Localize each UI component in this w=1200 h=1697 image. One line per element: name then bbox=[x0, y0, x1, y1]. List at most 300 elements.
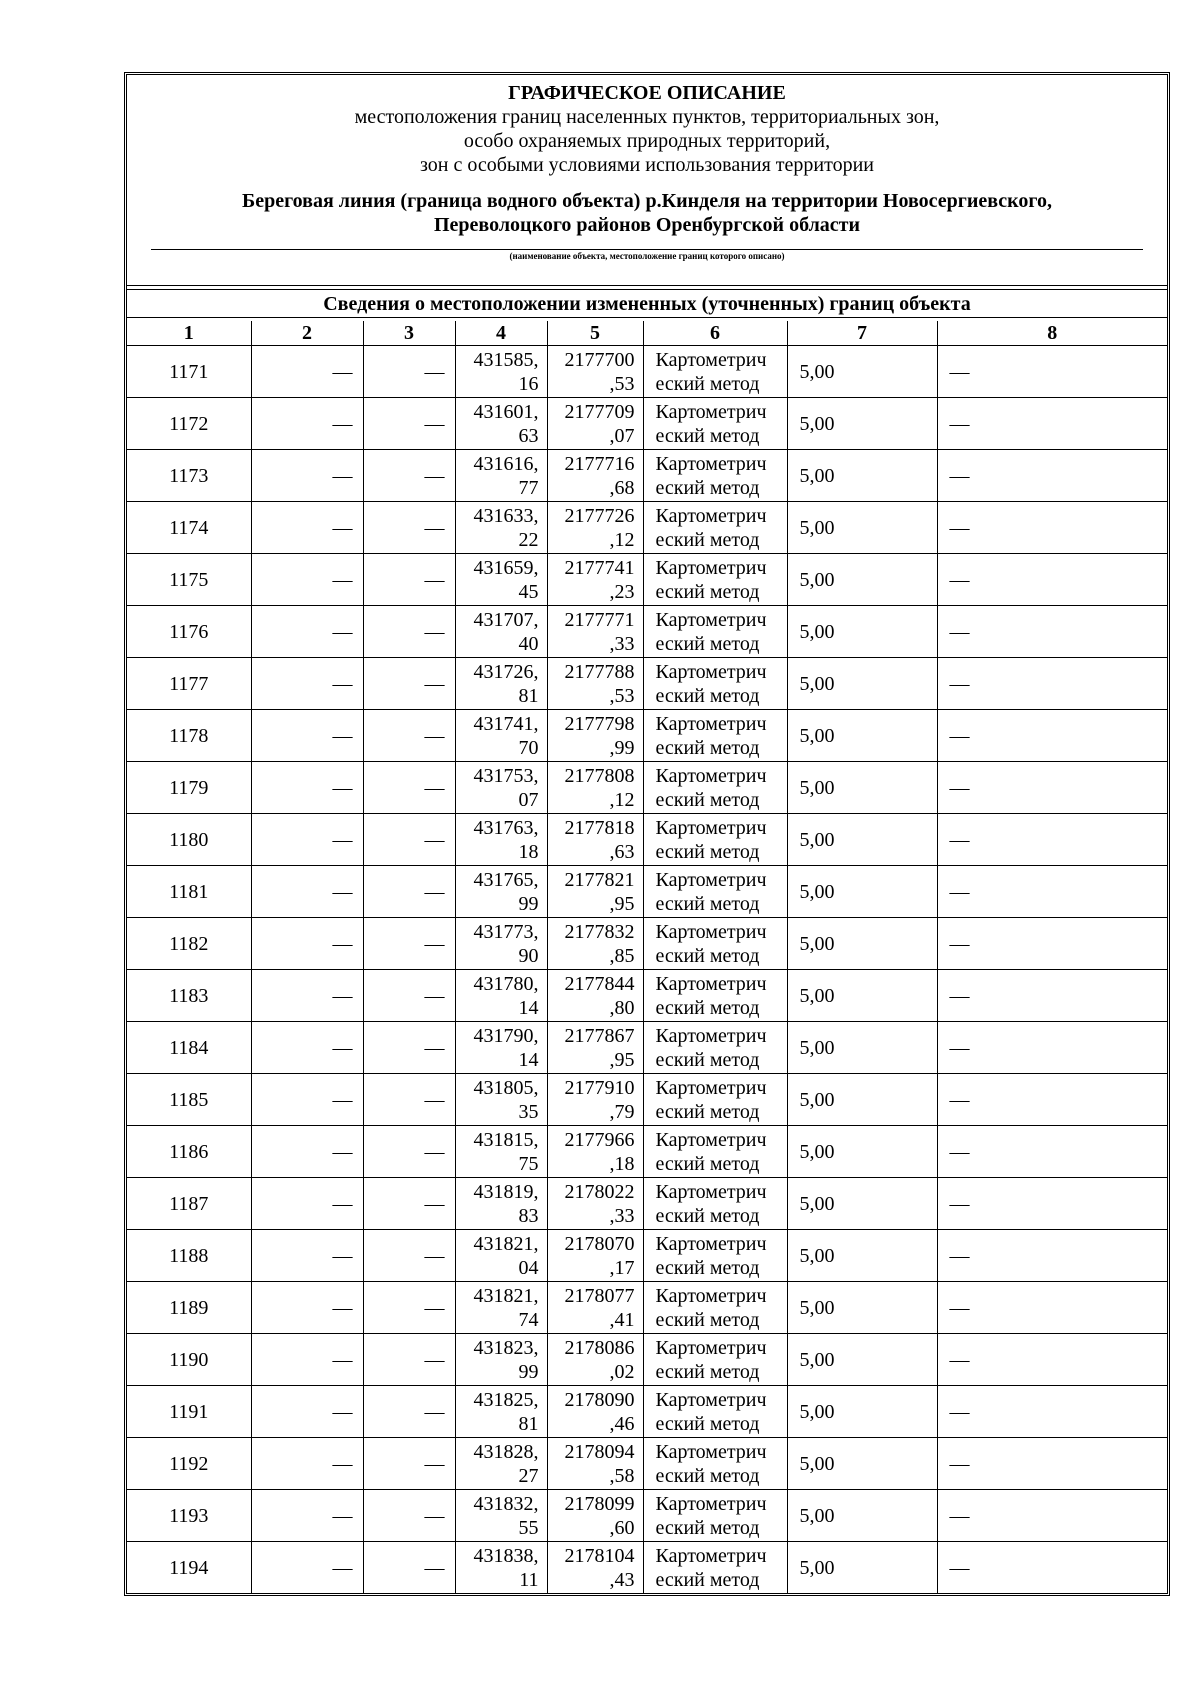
method-line-2: еский метод bbox=[655, 580, 760, 603]
y-coordinate-line-1: 2177910 bbox=[564, 1076, 635, 1099]
old-x-cell: — bbox=[251, 1386, 363, 1438]
point-number-cell: 1182 bbox=[127, 918, 251, 970]
description-cell: — bbox=[937, 1542, 1167, 1594]
precision-cell: 5,00 bbox=[787, 1074, 937, 1126]
precision-cell: 5,00 bbox=[787, 346, 937, 398]
object-name bbox=[127, 189, 1167, 237]
y-coordinate-line-1: 2178104 bbox=[564, 1544, 635, 1567]
point-number-cell: 1187 bbox=[127, 1178, 251, 1230]
old-x-cell: — bbox=[251, 1178, 363, 1230]
description-cell: — bbox=[937, 970, 1167, 1022]
table-row bbox=[127, 1542, 1167, 1594]
y-coordinate-line-2: ,58 bbox=[609, 1464, 635, 1487]
new-x-cell bbox=[455, 1542, 547, 1594]
y-coordinate-line-1: 2178099 bbox=[564, 1492, 635, 1515]
table-row bbox=[127, 1282, 1167, 1334]
precision-cell: 5,00 bbox=[787, 918, 937, 970]
precision-cell: 5,00 bbox=[787, 606, 937, 658]
method-line-2: еский метод bbox=[655, 788, 760, 811]
old-y-cell: — bbox=[363, 606, 455, 658]
old-y-cell: — bbox=[363, 970, 455, 1022]
y-coordinate-line-1: 2177726 bbox=[564, 504, 635, 527]
new-x-cell bbox=[455, 1438, 547, 1490]
point-number-cell: 1181 bbox=[127, 866, 251, 918]
method-cell bbox=[643, 710, 787, 762]
y-coordinate-line-2: ,12 bbox=[609, 788, 635, 811]
y-coordinate-line-1: 2177867 bbox=[564, 1024, 635, 1047]
point-number-cell: 1183 bbox=[127, 970, 251, 1022]
y-coordinate-line-1: 2178022 bbox=[564, 1180, 635, 1203]
method-line-2: еский метод bbox=[655, 424, 760, 447]
subtitle-line-2: особо охраняемых природных территорий, bbox=[463, 130, 831, 152]
description-cell: — bbox=[937, 554, 1167, 606]
precision-cell: 5,00 bbox=[787, 658, 937, 710]
method-line-1: Картометрич bbox=[655, 920, 767, 943]
y-coordinate-line-1: 2177966 bbox=[564, 1128, 635, 1151]
y-coordinate-line-1: 2177832 bbox=[564, 920, 635, 943]
method-line-1: Картометрич bbox=[655, 608, 767, 631]
old-x-cell: — bbox=[251, 1074, 363, 1126]
old-x-cell: — bbox=[251, 970, 363, 1022]
method-line-1: Картометрич bbox=[655, 1388, 767, 1411]
point-number-cell: 1188 bbox=[127, 1230, 251, 1282]
old-y-cell: — bbox=[363, 866, 455, 918]
x-coordinate-line-1: 431780, bbox=[473, 972, 539, 995]
y-coordinate-line-2: ,99 bbox=[609, 736, 635, 759]
y-coordinate-line-1: 2177771 bbox=[564, 608, 635, 631]
method-line-1: Картометрич bbox=[655, 1492, 767, 1515]
x-coordinate-line-1: 431815, bbox=[473, 1128, 539, 1151]
x-coordinate-line-2: 99 bbox=[518, 1360, 539, 1383]
new-y-cell bbox=[547, 1126, 643, 1178]
y-coordinate-line-2: ,33 bbox=[609, 1204, 635, 1227]
description-cell: — bbox=[937, 1334, 1167, 1386]
method-line-1: Картометрич bbox=[655, 556, 767, 579]
x-coordinate-line-1: 431616, bbox=[473, 452, 539, 475]
y-coordinate-line-1: 2177818 bbox=[564, 816, 635, 839]
y-coordinate-line-2: ,80 bbox=[609, 996, 635, 1019]
point-number-cell: 1184 bbox=[127, 1022, 251, 1074]
method-line-2: еский метод bbox=[655, 1360, 760, 1383]
y-coordinate-line-2: ,17 bbox=[609, 1256, 635, 1279]
x-coordinate-line-1: 431741, bbox=[473, 712, 539, 735]
method-cell bbox=[643, 554, 787, 606]
method-line-1: Картометрич bbox=[655, 1024, 767, 1047]
x-coordinate-line-1: 431790, bbox=[473, 1024, 539, 1047]
method-line-2: еский метод bbox=[655, 1152, 760, 1175]
old-x-cell: — bbox=[251, 658, 363, 710]
old-y-cell: — bbox=[363, 1490, 455, 1542]
new-x-cell bbox=[455, 658, 547, 710]
method-line-1: Картометрич bbox=[655, 868, 767, 891]
new-x-cell bbox=[455, 1178, 547, 1230]
old-y-cell: — bbox=[363, 814, 455, 866]
description-cell: — bbox=[937, 346, 1167, 398]
point-number-cell: 1178 bbox=[127, 710, 251, 762]
description-cell: — bbox=[937, 1490, 1167, 1542]
old-y-cell: — bbox=[363, 1074, 455, 1126]
x-coordinate-line-1: 431832, bbox=[473, 1492, 539, 1515]
precision-cell: 5,00 bbox=[787, 762, 937, 814]
point-number-cell: 1176 bbox=[127, 606, 251, 658]
method-line-2: еский метод bbox=[655, 1204, 760, 1227]
document-header bbox=[127, 81, 1167, 286]
x-coordinate-line-2: 55 bbox=[518, 1516, 539, 1539]
precision-cell: 5,00 bbox=[787, 398, 937, 450]
y-coordinate-line-2: ,12 bbox=[609, 528, 635, 551]
y-coordinate-line-1: 2177741 bbox=[564, 556, 635, 579]
y-coordinate-line-2: ,41 bbox=[609, 1308, 635, 1331]
old-y-cell: — bbox=[363, 1126, 455, 1178]
method-cell bbox=[643, 1126, 787, 1178]
x-coordinate-line-1: 431773, bbox=[473, 920, 539, 943]
new-y-cell bbox=[547, 866, 643, 918]
x-coordinate-line-1: 431633, bbox=[473, 504, 539, 527]
description-cell: — bbox=[937, 918, 1167, 970]
table-row bbox=[127, 970, 1167, 1022]
description-cell: — bbox=[937, 658, 1167, 710]
x-coordinate-line-2: 18 bbox=[518, 840, 539, 863]
coordinates-table bbox=[127, 321, 1167, 1593]
table-row bbox=[127, 1022, 1167, 1074]
new-y-cell bbox=[547, 502, 643, 554]
precision-cell: 5,00 bbox=[787, 1282, 937, 1334]
y-coordinate-line-2: ,53 bbox=[609, 372, 635, 395]
object-name-caption: (наименование объекта, местоположение границ которого описано) bbox=[509, 251, 785, 261]
column-header-3: 3 bbox=[363, 321, 455, 346]
precision-cell: 5,00 bbox=[787, 502, 937, 554]
method-line-2: еский метод bbox=[655, 1412, 760, 1435]
method-cell bbox=[643, 1022, 787, 1074]
new-y-cell bbox=[547, 1334, 643, 1386]
column-header-5: 5 bbox=[547, 321, 643, 346]
new-x-cell bbox=[455, 1282, 547, 1334]
old-x-cell: — bbox=[251, 1230, 363, 1282]
new-y-cell bbox=[547, 1542, 643, 1594]
method-line-2: еский метод bbox=[655, 944, 760, 967]
new-y-cell bbox=[547, 1282, 643, 1334]
method-line-1: Картометрич bbox=[655, 1440, 767, 1463]
x-coordinate-line-2: 40 bbox=[518, 632, 539, 655]
table-row bbox=[127, 1490, 1167, 1542]
old-x-cell: — bbox=[251, 1438, 363, 1490]
x-coordinate-line-1: 431825, bbox=[473, 1388, 539, 1411]
method-cell bbox=[643, 450, 787, 502]
table-row bbox=[127, 710, 1167, 762]
old-x-cell: — bbox=[251, 502, 363, 554]
subtitle-line-1: местоположения границ населенных пунктов, территориальных зон, bbox=[354, 106, 940, 128]
x-coordinate-line-1: 431659, bbox=[473, 556, 539, 579]
new-y-cell bbox=[547, 1386, 643, 1438]
table-row bbox=[127, 814, 1167, 866]
new-x-cell bbox=[455, 606, 547, 658]
table-row bbox=[127, 1230, 1167, 1282]
x-coordinate-line-1: 431823, bbox=[473, 1336, 539, 1359]
point-number-cell: 1186 bbox=[127, 1126, 251, 1178]
table-row bbox=[127, 1178, 1167, 1230]
y-coordinate-line-2: ,07 bbox=[609, 424, 635, 447]
new-x-cell bbox=[455, 346, 547, 398]
new-y-cell bbox=[547, 1438, 643, 1490]
precision-cell: 5,00 bbox=[787, 814, 937, 866]
x-coordinate-line-2: 14 bbox=[518, 1048, 539, 1071]
precision-cell: 5,00 bbox=[787, 1386, 937, 1438]
method-line-2: еский метод bbox=[655, 476, 760, 499]
method-line-1: Картометрич bbox=[655, 816, 767, 839]
method-cell bbox=[643, 1178, 787, 1230]
old-x-cell: — bbox=[251, 762, 363, 814]
old-x-cell: — bbox=[251, 450, 363, 502]
description-cell: — bbox=[937, 1178, 1167, 1230]
method-line-2: еский метод bbox=[655, 1100, 760, 1123]
y-coordinate-line-2: ,85 bbox=[609, 944, 635, 967]
y-coordinate-line-2: ,60 bbox=[609, 1516, 635, 1539]
description-cell: — bbox=[937, 762, 1167, 814]
method-cell bbox=[643, 606, 787, 658]
point-number-cell: 1171 bbox=[127, 346, 251, 398]
method-cell bbox=[643, 346, 787, 398]
table-row bbox=[127, 1074, 1167, 1126]
x-coordinate-line-1: 431819, bbox=[473, 1180, 539, 1203]
old-x-cell: — bbox=[251, 398, 363, 450]
method-cell bbox=[643, 658, 787, 710]
old-y-cell: — bbox=[363, 1386, 455, 1438]
precision-cell: 5,00 bbox=[787, 554, 937, 606]
point-number-cell: 1190 bbox=[127, 1334, 251, 1386]
old-x-cell: — bbox=[251, 1334, 363, 1386]
subtitle-line-3: зон с особыми условиями использования территории bbox=[419, 154, 875, 176]
table-header-row bbox=[127, 321, 1167, 346]
new-y-cell bbox=[547, 762, 643, 814]
method-line-1: Картометрич bbox=[655, 712, 767, 735]
old-x-cell: — bbox=[251, 346, 363, 398]
precision-cell: 5,00 bbox=[787, 1126, 937, 1178]
new-x-cell bbox=[455, 1334, 547, 1386]
method-cell bbox=[643, 866, 787, 918]
y-coordinate-line-1: 2178070 bbox=[564, 1232, 635, 1255]
old-x-cell: — bbox=[251, 866, 363, 918]
table-row bbox=[127, 866, 1167, 918]
new-x-cell bbox=[455, 1490, 547, 1542]
old-y-cell: — bbox=[363, 1022, 455, 1074]
table-row bbox=[127, 502, 1167, 554]
new-x-cell bbox=[455, 554, 547, 606]
y-coordinate-line-2: ,95 bbox=[609, 1048, 635, 1071]
x-coordinate-line-1: 431805, bbox=[473, 1076, 539, 1099]
point-number-cell: 1185 bbox=[127, 1074, 251, 1126]
y-coordinate-line-1: 2177844 bbox=[564, 972, 635, 995]
method-line-2: еский метод bbox=[655, 1568, 760, 1591]
description-cell: — bbox=[937, 1022, 1167, 1074]
description-cell: — bbox=[937, 502, 1167, 554]
method-line-2: еский метод bbox=[655, 840, 760, 863]
method-cell bbox=[643, 970, 787, 1022]
new-y-cell bbox=[547, 710, 643, 762]
y-coordinate-line-1: 2177821 bbox=[564, 868, 635, 891]
x-coordinate-line-2: 90 bbox=[518, 944, 539, 967]
method-cell bbox=[643, 1386, 787, 1438]
new-y-cell bbox=[547, 554, 643, 606]
method-line-1: Картометрич bbox=[655, 764, 767, 787]
new-x-cell bbox=[455, 710, 547, 762]
y-coordinate-line-1: 2178086 bbox=[564, 1336, 635, 1359]
point-number-cell: 1180 bbox=[127, 814, 251, 866]
point-number-cell: 1172 bbox=[127, 398, 251, 450]
x-coordinate-line-2: 83 bbox=[518, 1204, 539, 1227]
precision-cell: 5,00 bbox=[787, 710, 937, 762]
point-number-cell: 1173 bbox=[127, 450, 251, 502]
x-coordinate-line-2: 70 bbox=[518, 736, 539, 759]
new-x-cell bbox=[455, 970, 547, 1022]
column-header-7: 7 bbox=[787, 321, 937, 346]
method-cell bbox=[643, 1490, 787, 1542]
old-y-cell: — bbox=[363, 1542, 455, 1594]
column-header-8: 8 bbox=[937, 321, 1167, 346]
old-y-cell: — bbox=[363, 918, 455, 970]
old-y-cell: — bbox=[363, 710, 455, 762]
column-header-1: 1 bbox=[127, 321, 251, 346]
old-x-cell: — bbox=[251, 1022, 363, 1074]
x-coordinate-line-2: 35 bbox=[518, 1100, 539, 1123]
old-y-cell: — bbox=[363, 658, 455, 710]
method-line-2: еский метод bbox=[655, 372, 760, 395]
y-coordinate-line-2: ,79 bbox=[609, 1100, 635, 1123]
old-x-cell: — bbox=[251, 1126, 363, 1178]
x-coordinate-line-1: 431838, bbox=[473, 1544, 539, 1567]
y-coordinate-line-2: ,23 bbox=[609, 580, 635, 603]
y-coordinate-line-2: ,18 bbox=[609, 1152, 635, 1175]
old-y-cell: — bbox=[363, 398, 455, 450]
old-x-cell: — bbox=[251, 554, 363, 606]
old-y-cell: — bbox=[363, 554, 455, 606]
y-coordinate-line-1: 2177788 bbox=[564, 660, 635, 683]
document-frame bbox=[124, 72, 1170, 1596]
method-line-2: еский метод bbox=[655, 1256, 760, 1279]
description-cell: — bbox=[937, 1230, 1167, 1282]
method-line-2: еский метод bbox=[655, 1516, 760, 1539]
point-number-cell: 1175 bbox=[127, 554, 251, 606]
method-line-1: Картометрич bbox=[655, 452, 767, 475]
method-cell bbox=[643, 814, 787, 866]
x-coordinate-line-1: 431753, bbox=[473, 764, 539, 787]
table-row bbox=[127, 346, 1167, 398]
x-coordinate-line-2: 04 bbox=[518, 1256, 539, 1279]
x-coordinate-line-2: 07 bbox=[518, 788, 539, 811]
section-title: Сведения о местоположении измененных (уточненных) границ объекта bbox=[127, 289, 1167, 318]
precision-cell: 5,00 bbox=[787, 1022, 937, 1074]
x-coordinate-line-2: 81 bbox=[518, 1412, 539, 1435]
table-body bbox=[127, 346, 1167, 1594]
description-cell: — bbox=[937, 866, 1167, 918]
x-coordinate-line-2: 22 bbox=[518, 528, 539, 551]
point-number-cell: 1192 bbox=[127, 1438, 251, 1490]
new-y-cell bbox=[547, 1022, 643, 1074]
y-coordinate-line-2: ,33 bbox=[609, 632, 635, 655]
x-coordinate-line-1: 431726, bbox=[473, 660, 539, 683]
x-coordinate-line-1: 431765, bbox=[473, 868, 539, 891]
y-coordinate-line-2: ,63 bbox=[609, 840, 635, 863]
precision-cell: 5,00 bbox=[787, 1230, 937, 1282]
method-line-2: еский метод bbox=[655, 1308, 760, 1331]
method-line-2: еский метод bbox=[655, 632, 760, 655]
table-row bbox=[127, 1334, 1167, 1386]
description-cell: — bbox=[937, 1282, 1167, 1334]
new-y-cell bbox=[547, 1178, 643, 1230]
table-row bbox=[127, 450, 1167, 502]
method-line-1: Картометрич bbox=[655, 348, 767, 371]
x-coordinate-line-2: 11 bbox=[519, 1568, 539, 1591]
description-cell: — bbox=[937, 1438, 1167, 1490]
new-y-cell bbox=[547, 1230, 643, 1282]
object-name-line-2: Переволоцкого районов Оренбургской области bbox=[433, 214, 861, 236]
precision-cell: 5,00 bbox=[787, 1438, 937, 1490]
column-header-4: 4 bbox=[455, 321, 547, 346]
method-line-1: Картометрич bbox=[655, 1544, 767, 1567]
method-line-2: еский метод bbox=[655, 892, 760, 915]
y-coordinate-line-1: 2177716 bbox=[564, 452, 635, 475]
x-coordinate-line-2: 99 bbox=[518, 892, 539, 915]
x-coordinate-line-1: 431763, bbox=[473, 816, 539, 839]
point-number-cell: 1179 bbox=[127, 762, 251, 814]
description-cell: — bbox=[937, 1126, 1167, 1178]
description-cell: — bbox=[937, 606, 1167, 658]
point-number-cell: 1189 bbox=[127, 1282, 251, 1334]
old-x-cell: — bbox=[251, 710, 363, 762]
old-y-cell: — bbox=[363, 762, 455, 814]
precision-cell: 5,00 bbox=[787, 1334, 937, 1386]
new-y-cell bbox=[547, 918, 643, 970]
new-x-cell bbox=[455, 450, 547, 502]
y-coordinate-line-2: ,02 bbox=[609, 1360, 635, 1383]
old-y-cell: — bbox=[363, 1282, 455, 1334]
old-y-cell: — bbox=[363, 1230, 455, 1282]
x-coordinate-line-2: 16 bbox=[518, 372, 539, 395]
old-y-cell: — bbox=[363, 450, 455, 502]
column-header-6: 6 bbox=[643, 321, 787, 346]
method-cell bbox=[643, 502, 787, 554]
method-line-2: еский метод bbox=[655, 1464, 760, 1487]
new-y-cell bbox=[547, 398, 643, 450]
method-line-2: еский метод bbox=[655, 528, 760, 551]
precision-cell: 5,00 bbox=[787, 1542, 937, 1594]
new-x-cell bbox=[455, 502, 547, 554]
y-coordinate-line-2: ,95 bbox=[609, 892, 635, 915]
new-y-cell bbox=[547, 658, 643, 710]
x-coordinate-line-1: 431707, bbox=[473, 608, 539, 631]
description-cell: — bbox=[937, 814, 1167, 866]
method-line-2: еский метод bbox=[655, 996, 760, 1019]
precision-cell: 5,00 bbox=[787, 866, 937, 918]
old-y-cell: — bbox=[363, 1334, 455, 1386]
method-line-1: Картометрич bbox=[655, 400, 767, 423]
description-cell: — bbox=[937, 398, 1167, 450]
x-coordinate-line-2: 27 bbox=[518, 1464, 539, 1487]
precision-cell: 5,00 bbox=[787, 970, 937, 1022]
new-y-cell bbox=[547, 450, 643, 502]
precision-cell: 5,00 bbox=[787, 1178, 937, 1230]
method-line-1: Картометрич bbox=[655, 972, 767, 995]
old-x-cell: — bbox=[251, 814, 363, 866]
object-name-line-1: Береговая линия (граница водного объекта) р.Кинделя на территории Новосергиевского, bbox=[242, 190, 1052, 212]
old-x-cell: — bbox=[251, 918, 363, 970]
table-row bbox=[127, 1438, 1167, 1490]
old-x-cell: — bbox=[251, 1282, 363, 1334]
y-coordinate-line-1: 2177808 bbox=[564, 764, 635, 787]
method-cell bbox=[643, 1230, 787, 1282]
method-cell bbox=[643, 398, 787, 450]
new-y-cell bbox=[547, 814, 643, 866]
column-header-2: 2 bbox=[251, 321, 363, 346]
